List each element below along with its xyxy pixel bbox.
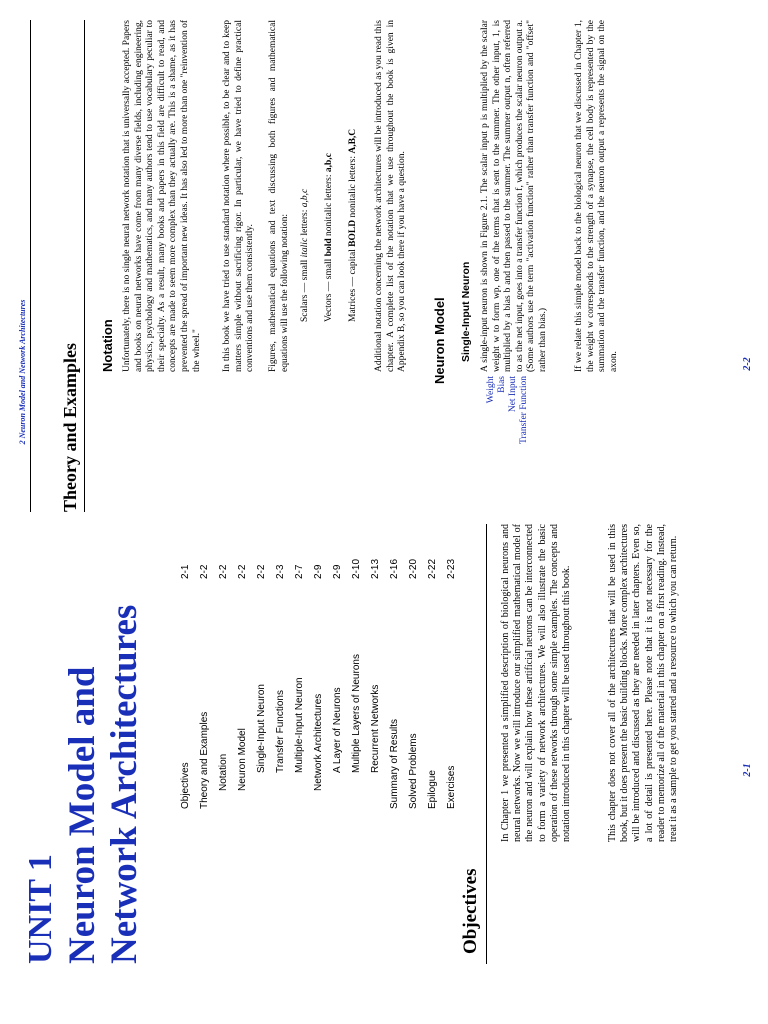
unit-title: UNIT 1 [22, 854, 59, 964]
margin-term-net-input: Net Input [508, 376, 518, 413]
toc-entry-page: 2-3 [275, 564, 286, 579]
single-input-neuron-heading: Single-Input Neuron [460, 261, 472, 362]
vectors-line: Vectors — small bold nonitalic letters: a,b,c [324, 153, 334, 322]
toc-entry-label: Multiple-Input Neuron [294, 677, 305, 773]
neuron-model-heading: Neuron Model [432, 297, 447, 384]
toc-entry-label: Transfer Functions [275, 690, 286, 773]
notation-paragraph-1: Unfortunately, there is no single neural network notation that is universally accepted. Papers and books on neural networks have come from many diverse fields, including engineering, physics, psychology and mathematics, and many authors tend to use vocabulary peculiar to their specialty. As a result, many books and papers in this field are difficult to read, and concepts are made to seem more complex than they actually are. This is a shame, as it has prevented the spread of important new ideas. It has also led to more than one "reinvention of the wheel." [122, 20, 202, 372]
section-rule [84, 20, 85, 512]
page-number: 2-1 [742, 763, 753, 777]
toc-entry [442, 539, 461, 809]
toc-entry-label: Multiple Layers of Neurons [351, 654, 362, 773]
toc-entry-label: Theory and Examples [199, 711, 210, 809]
toc-entry-label: Objectives [180, 762, 191, 809]
toc-entry [385, 539, 404, 809]
toc-entry [309, 539, 328, 809]
toc-entry-page: 2-2 [199, 564, 210, 579]
toc-entry-page: 2-10 [351, 558, 362, 579]
objectives-paragraph-1: In Chapter 1 we presented a simplified description of biological neurons and neural networks. Now we will introduce our simplified mathematical model of the neuron and will explain how these artificial neurons can be interconnected to form a variety of network architectures. We will also illustrate the basic operation of these networks through some simple examples. The concepts and notation introduced in this chapter will be used throughout this book. [500, 524, 573, 842]
toc-entry [404, 539, 423, 809]
toc-entry-label: Epilogue [427, 770, 438, 809]
single-input-paragraph-1: A single-input neuron is shown in Figure 2.1. The scalar input p is multiplied by the scalar weight w to form wp, one of the terms that is sent to the summer. The other input, 1, is multiplied by a bias b and then passed to the summer. The summer output n, often referred to as the net input, goes into a transfer function f, which produces the scalar neuron output a. (Some authors use the term "activation function" rather than transfer function and "offset" rather than bias.) [480, 20, 548, 372]
toc-entry [233, 539, 252, 809]
toc-entry [366, 539, 385, 809]
toc-entry-page: 2-23 [446, 558, 457, 579]
toc-entry [252, 539, 271, 809]
toc-entry-label: Summary of Results [389, 718, 400, 809]
notation-paragraph-4: Additional notation concerning the network architectures will be introduced as you read this chapter. A complete list of the notation that we use throughout the book is given in Appendix B, so you can look there if you have a question. [374, 20, 408, 372]
margin-definitions [486, 376, 530, 466]
objectives-heading: Objectives [460, 868, 481, 954]
toc-entry-page: 2-16 [389, 558, 400, 579]
toc-entry-page: 2-20 [408, 558, 419, 579]
toc-entry [176, 539, 195, 809]
toc-entry-label: Single-Input Neuron [256, 684, 267, 773]
toc-entry-label: Neuron Model [237, 728, 248, 791]
running-head: 2 Neuron Model and Network Architectures [18, 299, 27, 445]
left-page [0, 512, 768, 1024]
toc-entry-page: 2-7 [294, 564, 305, 579]
table-of-contents [176, 539, 461, 809]
page-number: 2-2 [742, 357, 753, 371]
chapter-title: Neuron Model and Network Architectures [62, 604, 145, 964]
toc-entry-page: 2-22 [427, 558, 438, 579]
toc-entry-label: A Layer of Neurons [332, 687, 343, 773]
toc-entry [195, 539, 214, 809]
toc-entry-page: 2-2 [256, 564, 267, 579]
margin-term-bias: Bias [497, 376, 507, 393]
single-input-paragraph-2: If we relate this simple model back to the biological neuron that we discussed in Chapter 1, the weight w corresponds to the strength of a synapse, the cell body is represented by the summation and the transfer function, and the neuron output a represents the signal on the axon. [574, 20, 619, 372]
toc-entry [347, 539, 366, 809]
margin-term-transfer-function: Transfer Function [519, 376, 529, 444]
notation-heading: Notation [100, 319, 115, 372]
toc-entry [214, 539, 233, 809]
notation-paragraph-2: In this book we have tried to use standard notation where possible, to be clear and to keep matters simple without sacrificing rigor. In particular, we have tried to define practical conventions and use them consistently. [222, 20, 256, 372]
margin-term-weight: Weight [486, 376, 496, 404]
toc-entry-page: 2-1 [180, 564, 191, 579]
scalars-line: Scalars — small italic letters: a,b,c [300, 188, 310, 322]
theory-heading: Theory and Examples [60, 342, 80, 512]
toc-entry-page: 2-9 [313, 564, 324, 579]
notation-paragraph-3: Figures, mathematical equations and text discussing both figures and mathematical equations will use the following notation: [268, 20, 290, 372]
toc-entry-label: Notation [218, 753, 229, 791]
toc-entry-label: Solved Problems [408, 733, 419, 809]
toc-entry [328, 539, 347, 809]
matrices-line: Matrices — capital BOLD nonitalic letters: A,B,C [348, 128, 358, 322]
toc-entry-page: 2-9 [332, 564, 343, 579]
section-rule [486, 524, 487, 964]
toc-entry [271, 539, 290, 809]
toc-entry [423, 539, 442, 809]
toc-entry-label: Network Architectures [313, 693, 324, 791]
toc-entry-label: Recurrent Networks [370, 684, 381, 773]
toc-entry-page: 2-2 [218, 564, 229, 579]
toc-entry [290, 539, 309, 809]
toc-entry-page: 2-13 [370, 558, 381, 579]
objectives-paragraph-2: This chapter does not cover all of the architectures that will be used in this book, but it does present the basic building blocks. More complex architectures will be introduced and discussed as they are needed in later chapters. Even so, a lot of detail is presented here. Please note that it is not necessary for the reader to memorize all of the material in this chapter on a first reading. Instead, treat it as a sample to get you started and a resource to which you can return. [607, 524, 680, 842]
toc-entry-label: Exercises [446, 765, 457, 809]
toc-entry-page: 2-2 [237, 564, 248, 579]
header-rule [30, 20, 31, 512]
